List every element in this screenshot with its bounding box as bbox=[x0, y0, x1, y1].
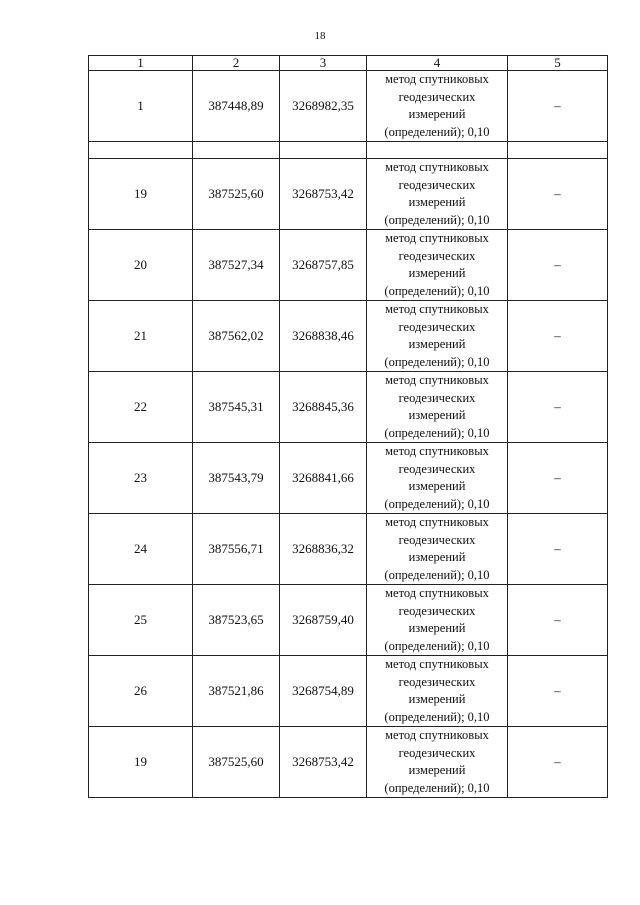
point-number-cell: 1 bbox=[89, 71, 193, 142]
coordinates-table bbox=[88, 55, 608, 798]
note-cell: – bbox=[508, 301, 608, 372]
method-cell bbox=[367, 656, 508, 727]
table-gap-row bbox=[89, 142, 608, 159]
point-number-cell: 19 bbox=[89, 727, 193, 798]
method-line: метод спутниковых bbox=[385, 586, 489, 600]
note-cell: – bbox=[508, 443, 608, 514]
note-cell: – bbox=[508, 585, 608, 656]
header-col-4: 4 bbox=[367, 56, 508, 71]
note-cell: – bbox=[508, 159, 608, 230]
point-number-cell: 24 bbox=[89, 514, 193, 585]
x-coordinate-cell: 387543,79 bbox=[193, 443, 280, 514]
method-line: (определений); 0,10 bbox=[384, 425, 490, 440]
x-coordinate-cell: 387545,31 bbox=[193, 372, 280, 443]
method-line: геодезических bbox=[398, 390, 476, 405]
method-line: измерений bbox=[408, 266, 466, 280]
method-line: измерений bbox=[408, 479, 466, 493]
point-number-cell: 20 bbox=[89, 230, 193, 301]
point-number-cell: 21 bbox=[89, 301, 193, 372]
empty-cell bbox=[367, 142, 508, 159]
header-col-1: 1 bbox=[89, 56, 193, 71]
point-number-cell: 23 bbox=[89, 443, 193, 514]
page-number: 18 bbox=[314, 30, 326, 42]
method-line: измерений bbox=[408, 107, 466, 121]
method-line: измерений bbox=[408, 621, 466, 635]
empty-cell bbox=[193, 142, 280, 159]
method-line: геодезических bbox=[398, 89, 476, 104]
method-cell bbox=[367, 230, 508, 301]
method-cell bbox=[367, 727, 508, 798]
method-line: (определений); 0,10 bbox=[384, 283, 490, 298]
method-line: геодезических bbox=[398, 248, 476, 263]
note-cell: – bbox=[508, 514, 608, 585]
x-coordinate-cell: 387521,86 bbox=[193, 656, 280, 727]
method-line: (определений); 0,10 bbox=[384, 124, 490, 139]
method-cell bbox=[367, 71, 508, 142]
method-line: измерений bbox=[408, 408, 466, 422]
table-row bbox=[89, 656, 608, 727]
method-line: метод спутниковых bbox=[385, 728, 489, 742]
method-line: метод спутниковых bbox=[385, 231, 489, 245]
y-coordinate-cell: 3268836,32 bbox=[280, 514, 367, 585]
empty-cell bbox=[508, 142, 608, 159]
method-line: (определений); 0,10 bbox=[384, 354, 490, 369]
y-coordinate-cell: 3268753,42 bbox=[280, 159, 367, 230]
method-line: (определений); 0,10 bbox=[384, 567, 490, 582]
y-coordinate-cell: 3268845,36 bbox=[280, 372, 367, 443]
x-coordinate-cell: 387556,71 bbox=[193, 514, 280, 585]
x-coordinate-cell: 387527,34 bbox=[193, 230, 280, 301]
y-coordinate-cell: 3268841,66 bbox=[280, 443, 367, 514]
point-number-cell: 22 bbox=[89, 372, 193, 443]
header-col-3: 3 bbox=[280, 56, 367, 71]
table-row bbox=[89, 71, 608, 142]
method-line: метод спутниковых bbox=[385, 657, 489, 671]
y-coordinate-cell: 3268757,85 bbox=[280, 230, 367, 301]
y-coordinate-cell: 3268838,46 bbox=[280, 301, 367, 372]
method-line: геодезических bbox=[398, 532, 476, 547]
method-cell bbox=[367, 372, 508, 443]
table-row bbox=[89, 301, 608, 372]
method-line: измерений bbox=[408, 337, 466, 351]
method-line: геодезических bbox=[398, 603, 476, 618]
note-cell: – bbox=[508, 727, 608, 798]
note-cell: – bbox=[508, 71, 608, 142]
empty-cell bbox=[280, 142, 367, 159]
method-line: (определений); 0,10 bbox=[384, 212, 490, 227]
table-row bbox=[89, 727, 608, 798]
method-line: (определений); 0,10 bbox=[384, 780, 490, 795]
table-header-row bbox=[89, 56, 608, 71]
method-line: измерений bbox=[408, 550, 466, 564]
method-line: измерений bbox=[408, 763, 466, 777]
method-line: геодезических bbox=[398, 745, 476, 760]
x-coordinate-cell: 387523,65 bbox=[193, 585, 280, 656]
empty-cell bbox=[89, 142, 193, 159]
note-cell: – bbox=[508, 372, 608, 443]
table-row bbox=[89, 372, 608, 443]
method-line: (определений); 0,10 bbox=[384, 709, 490, 724]
method-line: геодезических bbox=[398, 461, 476, 476]
point-number-cell: 25 bbox=[89, 585, 193, 656]
x-coordinate-cell: 387562,02 bbox=[193, 301, 280, 372]
method-cell bbox=[367, 585, 508, 656]
y-coordinate-cell: 3268753,42 bbox=[280, 727, 367, 798]
y-coordinate-cell: 3268759,40 bbox=[280, 585, 367, 656]
method-cell bbox=[367, 301, 508, 372]
header-col-5: 5 bbox=[508, 56, 608, 71]
method-line: геодезических bbox=[398, 319, 476, 334]
method-line: измерений bbox=[408, 692, 466, 706]
x-coordinate-cell: 387525,60 bbox=[193, 159, 280, 230]
x-coordinate-cell: 387525,60 bbox=[193, 727, 280, 798]
y-coordinate-cell: 3268982,35 bbox=[280, 71, 367, 142]
method-cell bbox=[367, 514, 508, 585]
table-row bbox=[89, 514, 608, 585]
table-row bbox=[89, 443, 608, 514]
table-row bbox=[89, 159, 608, 230]
method-line: метод спутниковых bbox=[385, 515, 489, 529]
y-coordinate-cell: 3268754,89 bbox=[280, 656, 367, 727]
header-col-2: 2 bbox=[193, 56, 280, 71]
method-cell bbox=[367, 159, 508, 230]
method-line: метод спутниковых bbox=[385, 373, 489, 387]
method-line: измерений bbox=[408, 195, 466, 209]
point-number-cell: 19 bbox=[89, 159, 193, 230]
method-line: метод спутниковых bbox=[385, 444, 489, 458]
x-coordinate-cell: 387448,89 bbox=[193, 71, 280, 142]
method-line: (определений); 0,10 bbox=[384, 496, 490, 511]
method-line: метод спутниковых bbox=[385, 160, 489, 174]
point-number-cell: 26 bbox=[89, 656, 193, 727]
method-line: геодезических bbox=[398, 177, 476, 192]
table-row bbox=[89, 230, 608, 301]
table-row bbox=[89, 585, 608, 656]
method-line: метод спутниковых bbox=[385, 302, 489, 316]
method-line: (определений); 0,10 bbox=[384, 638, 490, 653]
method-cell bbox=[367, 443, 508, 514]
note-cell: – bbox=[508, 230, 608, 301]
method-line: геодезических bbox=[398, 674, 476, 689]
note-cell: – bbox=[508, 656, 608, 727]
method-line: метод спутниковых bbox=[385, 72, 489, 86]
